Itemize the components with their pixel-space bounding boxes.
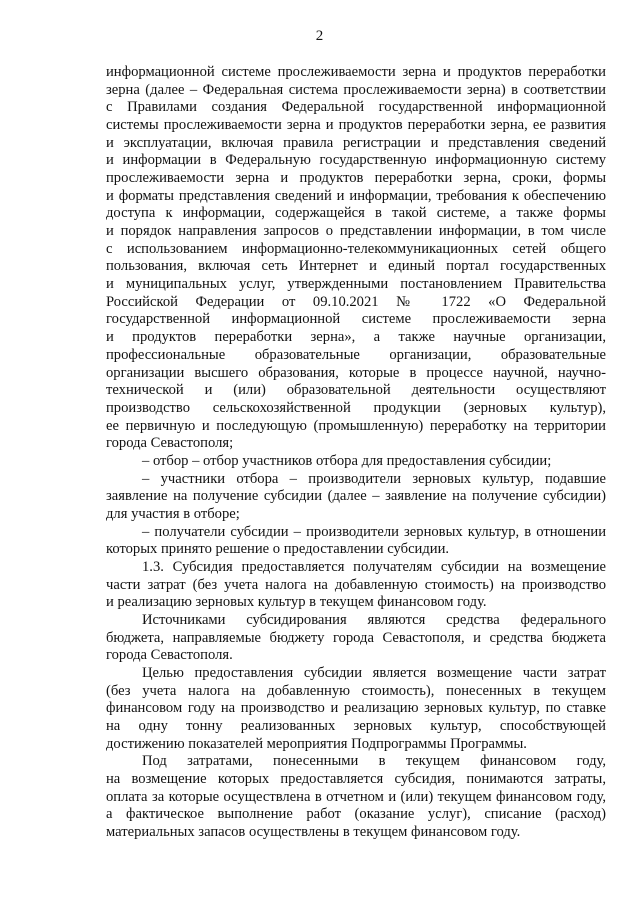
text-line: технической и (или) образовательной деятельности осуществляют	[106, 382, 606, 399]
paragraph-start: Под затратами, понесенными в текущем финансовом году,	[142, 753, 606, 770]
text-line: для участия в отборе;	[106, 505, 240, 522]
text-line: материальных запасов осуществлены в текущем финансовом году.	[106, 824, 521, 840]
text-line: города Севастополя;	[106, 435, 234, 452]
text-line: и эксплуатации, включая правила регистрации и представления сведений	[106, 134, 606, 151]
text-line: с Правилами создания Федеральной государственной информационной	[106, 99, 606, 116]
text-line: а фактическое выполнение работ (оказание услуг), списание (расход)	[106, 806, 606, 823]
definition-line: – участники отбора – производители зерновых культур, подавшие	[142, 470, 606, 487]
text-line: и порядок направления запросов о представлении информации, в том числе	[106, 223, 606, 240]
text-line: и продуктов переработки зерна», а также научные организации,	[106, 329, 606, 346]
text-line: финансовом году на производство и реализацию зерновых культур, по ставке	[106, 700, 606, 717]
text-line: с использованием информационно-телекоммуникационных сетей общего	[106, 240, 606, 257]
text-line: ее первичную и последующую (промышленную) переработку на территории	[106, 417, 606, 434]
text-line: Российской Федерации от 09.10.2021 № 1722 «О Федеральной	[106, 293, 606, 310]
text-line: системы прослеживаемости зерна и продуктов переработки зерна, ее развития	[106, 117, 606, 133]
text-line: государственной информационной системе прослеживаемости зерна	[106, 311, 606, 328]
text-line: производство сельскохозяйственной продукции (зерновых культур),	[106, 399, 606, 416]
text-line: заявление на получение субсидии (далее – заявление на получение субсидии)	[106, 488, 606, 505]
paragraph-start: Источниками субсидирования являются средства федерального	[142, 611, 606, 628]
text-line: города Севастополя.	[106, 647, 233, 664]
text-line: прослеживаемости зерна и продуктов переработки зерна, сроки, формы	[106, 170, 606, 186]
text-line: оплата за которые осуществлена в отчетном и (или) текущем финансовом году,	[106, 788, 606, 805]
text-line: организации высшего образования, которые в процессе научной, научно-	[106, 364, 606, 381]
text-line: достижению показателей мероприятия Подпрограммы Программы.	[106, 735, 527, 752]
text-line: бюджета, направляемые бюджету города Севастополя, и средства бюджета	[106, 629, 606, 646]
text-line: информационной системе прослеживаемости зерна и продуктов переработки	[106, 64, 606, 80]
paragraph-start: Целью предоставления субсидии является возмещение части затрат	[142, 664, 606, 681]
section-paragraph-start: 1.3. Субсидия предоставляется получателям субсидии на возмещение	[142, 558, 606, 575]
text-line: (без учета налога на добавленную стоимость), понесенных в текущем	[106, 682, 606, 699]
text-line: зерна (далее – Федеральная система прослеживаемости зерна) в соответствии	[106, 81, 606, 98]
text-line: доступа к информации, содержащейся в такой системе, а также формы	[106, 205, 606, 222]
text-line: и реализацию зерновых культур в текущем финансовом году.	[106, 594, 487, 611]
text-line: пользования, включая сеть Интернет и единый портал государственных	[106, 258, 606, 275]
text-line: и форматы представления сведений и информации, требования к обеспечению	[106, 187, 606, 204]
definition-line: – получатели субсидии – производители зерновых культур, в отношении	[142, 523, 606, 540]
text-line: на возмещение которых предоставляется субсидия, понимаются затраты,	[106, 771, 606, 787]
text-line: части затрат (без учета налога на добавленную стоимость) на производство	[106, 576, 606, 593]
text-line: на одну тонну реализованных зерновых культур, способствующей	[106, 718, 606, 734]
definition-line: – отбор – отбор участников отбора для предоставления субсидии;	[142, 452, 552, 469]
text-line: и муниципальных услуг, утвержденными постановлением Правительства	[106, 276, 606, 293]
text-line: профессиональные образовательные организации, образовательные	[106, 346, 606, 363]
text-line: и информации в Федеральную государственную информационную систему	[106, 152, 606, 169]
text-line: которых принято решение о предоставлении субсидии.	[106, 541, 450, 558]
page-number: 2	[315, 28, 324, 44]
